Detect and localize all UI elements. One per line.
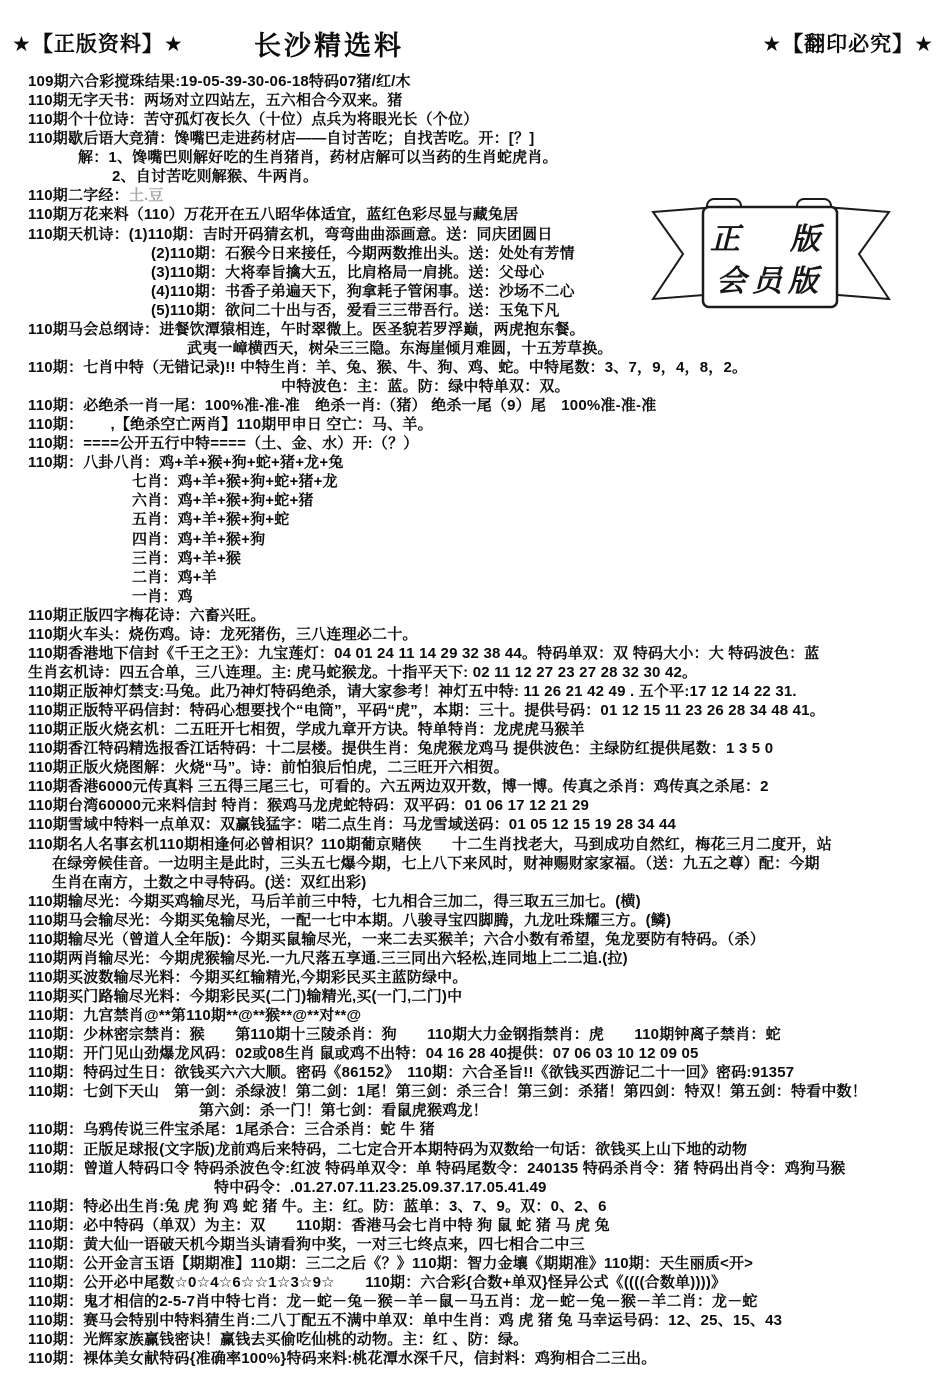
content-line [28, 339, 942, 358]
content-line [28, 644, 942, 663]
line-text: 110期正版火烧图解：火烧“马”。诗：前怕狼后怕虎，二三旺开六相贺。 [28, 759, 510, 777]
line-text: 110期：特码过生日：欲钱买六六大顺。密码《86152》 110期：六合圣旨!!《欲钱买西游记二十一回》密码:91357 [28, 1064, 795, 1082]
content-line [28, 1044, 942, 1063]
line-text: 四肖：鸡+羊+猴+狗 [132, 530, 266, 548]
line-text: (2)110期：石猴今日来接任，今期两数推出头。送：处处有芳情 [151, 244, 575, 262]
line-text: 110期： ,【绝杀空亡两肖】110期甲申日 空亡：马、羊。 [28, 416, 433, 434]
line-text: 解：1、馋嘴巴则解好吃的生肖猪肖，药材店解可以当药的生肖蛇虎肖。 [78, 149, 558, 167]
right-badge: ★【翻印必究】★ [762, 33, 934, 56]
line-text: 110期：七肖中特（无错记录)!! 中特生肖：羊、兔、猴、牛、狗、鸡、蛇。中特尾数：3、7，9，4，8，2。 [28, 358, 748, 376]
line-text: 生肖在南方，土数之中寻特码。(送：双红出彩) [52, 873, 367, 891]
line-text: 生肖玄机诗：四五合单，三八连理。主: 虎马蛇猴龙。十指平天下: 02 11 12 27 23 27 28 32 30 42。 [28, 663, 698, 681]
content-line [28, 472, 942, 491]
content-line [28, 625, 942, 644]
line-text: 110期香港地下信封《千王之王》：九宝莲灯：04 01 24 11 14 29 32 38 44。特码单双：双 特码大小：大 特码波色：蓝 [28, 644, 820, 662]
line-text: 110期正版火烧玄机：二五旺开七相贺，学成九章开方诀。特单特肖：龙虎虎马猴羊 [28, 721, 585, 739]
stamp-text-line2: 会员版 [716, 265, 824, 298]
line-text: 110期正版四字梅花诗：六畜兴旺。 [28, 606, 266, 624]
content-line [28, 892, 942, 911]
left-badge: ★【正版资料】★ [12, 33, 184, 56]
content-line [28, 358, 942, 377]
line-text: 2、自讨苦吃则解猴、牛两肖。 [112, 168, 319, 186]
line-text: 110期：乌鸦传说三件宝杀尾：1尾杀合：三合杀肖：蛇 牛 猪 [28, 1121, 435, 1139]
content-line [28, 1178, 942, 1197]
content-line [28, 873, 942, 892]
content-line [28, 1101, 942, 1120]
content-line [28, 815, 942, 834]
line-text: 三肖：鸡+羊+猴 [132, 549, 242, 567]
line-text: 五肖：鸡+羊+猴+狗+蛇 [132, 511, 290, 529]
content-line [28, 1311, 942, 1330]
line-text: (4)110期：书香子弟遍天下，狗拿耗子管闲事。送：沙场不二心 [151, 282, 575, 300]
content-line [28, 1120, 942, 1139]
content-line [28, 739, 942, 758]
content-line [28, 530, 942, 549]
content-line [28, 129, 942, 148]
line-text: 在绿旁候佳音。一边明主是此时，三头五七爆今期，七上八下来风时，财神赐财家家福。（送：九五之尊）配：今期 [52, 854, 820, 872]
line-text: 一肖：鸡 [132, 587, 193, 605]
content-line [28, 1140, 942, 1159]
content-line [28, 491, 942, 510]
content-line [28, 930, 942, 949]
content-line [28, 1330, 942, 1349]
line-text: 110期：黄大仙一语破天机今期当头请看狗中奖，一对三七终点来，四七相合二中三 [28, 1235, 585, 1253]
content-line [28, 510, 942, 529]
content-line [28, 1254, 942, 1273]
line-text: 110期台湾60000元来料信封 特肖：猴鸡马龙虎蛇特码：双平码：01 06 17 12 21 29 [28, 797, 590, 815]
line-text: 110期：赛马会特别中特料猜生肖:二八丁配五不满中单双：单中生肖：鸡 虎 猪 兔 马幸运号码：12、25、15、43 [28, 1312, 783, 1330]
line-text: 110期正版特平码信封：特码心想要找个“电筒”，平码“虎”，本期：三十。提供号码：01 12 15 11 23 26 28 34 48 41。 [28, 702, 825, 720]
line-text: 110期：鬼才相信的2-5-7肖中特七肖：龙－蛇－兔－猴－羊－鼠－马五肖：龙－蛇－兔－猴－羊二肖：龙－蛇 [28, 1293, 758, 1310]
line-text: 110期名人名事玄机110期相逢何必曾相识？110期葡京赌侠 十二生肖找老大，马到成功自然红，梅花三月二度开，站 [28, 835, 833, 853]
line-text: 特中码令：.01.27.07.11.23.25.09.37.17.05.41.49 [214, 1178, 547, 1196]
content-line [28, 549, 942, 568]
content-line [28, 1197, 942, 1216]
line-text: 110期：正版足球报(文字版)龙前鸡后来特码，二七定合开本期特码为双数给一句话：欲钱买上山下地的动物 [28, 1140, 748, 1158]
line-text: 110期：九宫禁肖@**第110期**@**猴**@**对**@ [28, 1007, 362, 1025]
content-line [28, 91, 942, 110]
content-line [28, 1273, 942, 1292]
line-text: 110期：必绝杀一肖一尾：100%准-准-准 绝杀一肖:（猪） 绝杀一尾（9）尾 100%准-准-准 [28, 397, 657, 415]
line-text: 110期：特必出生肖:兔 虎 狗 鸡 蛇 猪 牛。主：红。防：蓝单：3、7、9。双：0、2、6 [28, 1197, 607, 1215]
line-text: (3)110期：大将奉旨擒大五，比肩格局一肩挑。送：父母心 [151, 263, 545, 281]
content-line [28, 835, 942, 854]
content-line [28, 320, 942, 339]
content-line [28, 167, 942, 186]
content-line [28, 911, 942, 930]
line-text: 110期马会总纲诗：进餐饮潭猿相连，午时翠微上。医圣貌若罗浮巅，两虎抱东餐。 [28, 320, 585, 338]
line-text: 六肖：鸡+羊+猴+狗+蛇+猪 [132, 492, 314, 510]
content-line [28, 1006, 942, 1025]
page-title: 长沙精选料 [254, 31, 404, 61]
line-text: 109期六合彩搅珠结果:19-05-39-30-06-18特码07猪/红/木 [28, 73, 411, 90]
line-text: 110期买波数输尽光料：今期买红输精光,今期彩民买主蓝防绿中。 [28, 968, 468, 986]
line-text: 110期：公开必中尾数☆0☆4☆6☆☆1☆3☆9☆ 110期：六合彩{合数+单双}怪异公式《((((合数单))))》 [28, 1273, 727, 1291]
line-text: 110期：公开金言玉语【期期准】110期：三二之后《？》110期：智力金壤《期期准》110期：天生丽质<开> [28, 1254, 754, 1272]
line-text: 110期输尽光（曾道人全年版)：今期买鼠输尽光，一来二去买猴羊；六合小数有希望，兔龙要防有特码。（杀） [28, 930, 765, 948]
line-text: 第六剑：杀一门！第七剑：看鼠虎猴鸡龙！ [199, 1102, 488, 1120]
content-line [28, 72, 942, 91]
content-line [28, 949, 942, 968]
line-text: 110期：七剑下天山 第一剑：杀绿波！第二剑：1尾！第三剑：杀三合！第三剑：杀猪！第四剑：特双！第五剑：特看中数！ [28, 1083, 867, 1101]
line-text: 110期输尽光：今期买鸡输尽光，马后羊前三中特，七九相合三加二，得三取五三加七。(横) [28, 892, 641, 910]
content-line [28, 606, 942, 625]
line-text: 110期香港6000元传真料 三五得三尾三七，可看的。六五两边双开数，博一博。传真之杀肖：鸡传真之杀尾：2 [28, 778, 769, 796]
line-text: 110期火车头：烧伤鸡。诗：龙死猪伤，三八连理必二十。 [28, 625, 418, 643]
content-line [28, 720, 942, 739]
content-line [28, 377, 942, 396]
line-text: 110期正版神灯禁支:马兔。此乃神灯特码绝杀，请大家参考！神灯五中特: 11 26 21 42 49 . 五个平:17 12 14 22 31. [28, 683, 797, 700]
content-line [28, 1216, 942, 1235]
line-text: 110期个十位诗：苦守孤灯夜长久（十位）点兵为将眼光长（个位） [28, 111, 479, 129]
line-text: 110期买门路输尽光料：今期彩民买(二门)输精光,买(一门,二门)中 [28, 988, 463, 1005]
content-line [28, 682, 942, 701]
line-text: 中特波色：主：蓝。防：绿中特单双：双。 [281, 378, 570, 395]
content-line [28, 568, 942, 587]
content-line [28, 796, 942, 815]
line-text: 110期天机诗：(1)110期：吉时开码猜玄机，弯弯曲曲添画意。送：同庆团圆日 [28, 225, 553, 243]
line-text: (5)110期：欲问二十出与否，爱看三三带吾行。送：玉兔下凡 [151, 301, 560, 319]
line-text: 110期歇后语大竞猜：馋嘴巴走进药材店——自讨苦吃；自找苦吃。开：[？] [28, 130, 535, 148]
content-line [28, 1063, 942, 1082]
line-text: 110期：光辉家族赢钱密诀！赢钱去买偷吃仙桃的动物。主：红 、防：绿。 [28, 1331, 529, 1349]
content-line [28, 148, 942, 167]
line-text: 七肖：鸡+羊+猴+狗+蛇+猪+龙 [132, 473, 338, 491]
content-line [28, 1235, 942, 1254]
content-line [28, 968, 942, 987]
line-text: 110期雪域中特料一点单双：双赢钱猛字：喏二点生肖：马龙雪域送码：01 05 12 15 19 28 34 44 [28, 816, 677, 834]
line-text: 110期：八卦八肖：鸡+羊+猴+狗+蛇+猪+龙+兔 [28, 454, 344, 472]
line-text: 110期：====公开五行中特====（土、金、水）开:（？） [28, 435, 419, 453]
page-header [0, 24, 946, 60]
content-line [28, 1349, 942, 1368]
line-text: 110期香江特码精选报香江话特码：十二层楼。提供生肖：兔虎猴龙鸡马 提供波色：主绿防红提供尾数：1 3 5 0 [28, 740, 774, 758]
line-text: 110期：必中特码（单双）为主：双 110期：香港马会七肖中特 狗 鼠 蛇 猪 马 虎 兔 [28, 1216, 610, 1234]
content-line [28, 1082, 942, 1101]
content-line [28, 1025, 942, 1044]
content-line [28, 587, 942, 606]
line-text: 110期万花来料（110）万花开在五八昭华体适宜，蓝红色彩尽显与藏兔居 [28, 206, 519, 224]
content-line [28, 396, 942, 415]
line-text: 110期无字天书：两场对立四站左，五六相合今双来。猪 [28, 92, 403, 110]
line-text: 110期：开门见山劲爆龙风码：02或08生肖 鼠或鸡不出特：04 16 28 40提供：07 06 03 10 12 09 05 [28, 1045, 699, 1063]
content-line [28, 758, 942, 777]
stamp-text-line1: 正 版 [710, 223, 830, 256]
content-line [28, 1159, 942, 1178]
content-line [28, 701, 942, 720]
content-line [28, 1292, 942, 1311]
content-line [28, 854, 942, 873]
content-line [28, 777, 942, 796]
line-faint-text: 土.豆 [128, 187, 164, 205]
genuine-member-stamp [645, 194, 897, 312]
line-text: 110期两肖输尽光：今期虎猴输尽光.一九尺落五享通.三三同出六轻松,连同地上二二追.(拉) [28, 949, 628, 967]
content-line [28, 987, 942, 1006]
content-line [28, 434, 942, 453]
line-text: 110期：曾道人特码口令 特码杀波色令:红波 特码单双令：单 特码尾数令：240135 特码杀肖令：猪 特码出肖令：鸡狗马猴 [28, 1159, 846, 1177]
content-line [28, 110, 942, 129]
content-line [28, 415, 942, 434]
line-text: 110期二字经： [28, 187, 129, 205]
line-text: 武夷一嶂横西天，树朵三三隐。东海崖倾月难圆，十五芳草换。 [187, 339, 613, 357]
content-line [28, 453, 942, 472]
line-text: 110期马会输尽光：今期买兔输尽光，一配一七中本期。八骏寻宝四脚腾，九龙吐珠耀三方。(鳞) [28, 911, 672, 929]
content-line [28, 663, 942, 682]
line-text: 110期：少林密宗禁肖：猴 第110期十三陵杀肖：狗 110期大力金钢指禁肖：虎 110期钟离子禁肖：蛇 [28, 1026, 781, 1044]
line-text: 二肖：鸡+羊 [132, 568, 217, 586]
line-text: 110期：裸体美女献特码{准确率100%}特码来料:桃花潭水深千尺，信封料：鸡狗相合二三出。 [28, 1350, 657, 1368]
